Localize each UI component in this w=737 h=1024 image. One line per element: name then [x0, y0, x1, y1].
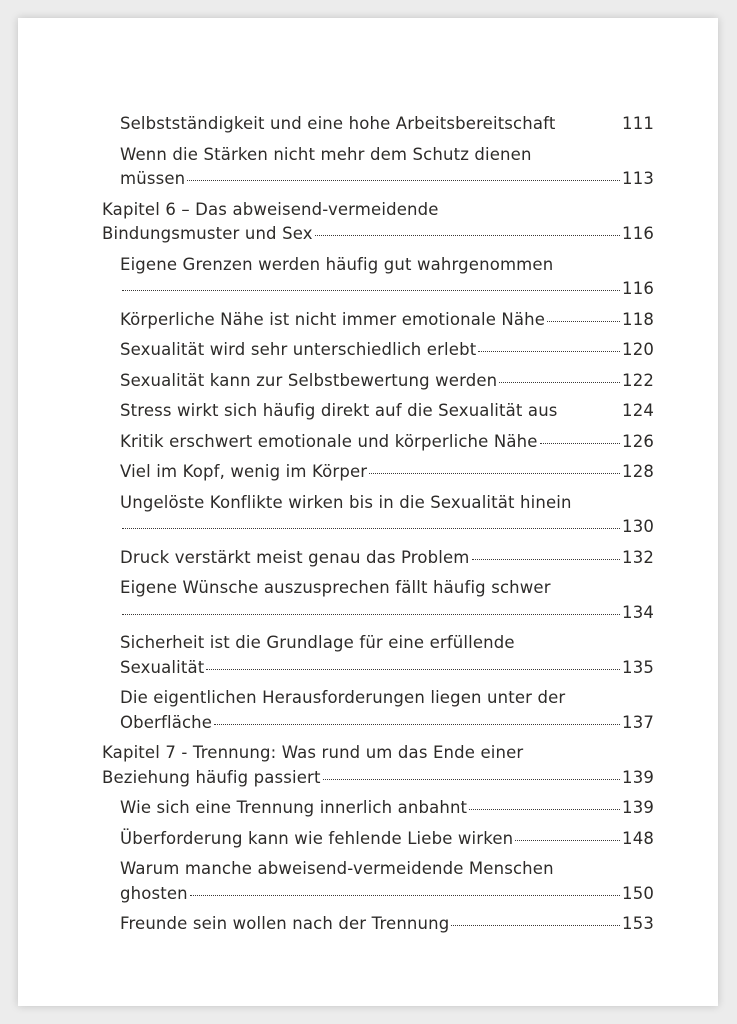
toc-entry-last-line [120, 430, 654, 455]
toc-entry-last-line [120, 656, 654, 681]
toc-page-number: 128 [622, 462, 654, 481]
toc-section-entry[interactable] [120, 827, 654, 852]
toc-page-number: 116 [622, 224, 654, 243]
toc-section-entry[interactable] [120, 338, 654, 363]
toc-entry-title: Selbstständigkeit und eine hohe Arbeitsbereitschaft [120, 114, 556, 133]
toc-page-number: 148 [622, 828, 654, 848]
toc-entry-last-line [120, 399, 654, 424]
toc-entry-last-line [120, 460, 654, 485]
dot-leader [190, 895, 620, 896]
dot-leader [214, 724, 620, 725]
toc-entry-title: Sexualität [120, 657, 205, 677]
toc-section-entry[interactable] [120, 686, 654, 735]
dot-leader [315, 235, 620, 236]
dot-leader [369, 473, 620, 474]
toc-entry-title: Beziehung häufig passiert [102, 767, 321, 787]
dot-leader [478, 351, 620, 352]
toc-entry-last-line [120, 546, 654, 571]
toc-entry-last-line [120, 912, 654, 937]
toc-page-number: 130 [622, 517, 654, 536]
toc-section-entry[interactable] [120, 491, 654, 540]
dot-leader [122, 614, 620, 615]
toc-entry-title: müssen [120, 169, 186, 188]
toc-entry-title: Oberfläche [120, 712, 213, 732]
toc-chapter-entry[interactable] [102, 741, 654, 790]
toc-section-entry[interactable] [120, 143, 654, 192]
toc-page-number: 153 [622, 914, 654, 933]
toc-entry-last-line [120, 277, 654, 302]
toc-entry-title-line: Eigene Grenzen werden häufig gut wahrgenommen [120, 254, 554, 274]
toc-section-entry[interactable] [120, 796, 654, 821]
toc-section-entry[interactable] [120, 546, 654, 571]
toc-section-entry[interactable] [120, 399, 654, 424]
toc-section-entry[interactable] [120, 112, 654, 137]
toc-entry-last-line [120, 796, 654, 821]
toc-entry-title: Druck verstärkt meist genau das Problem [120, 547, 470, 567]
toc-entry-last-line [102, 766, 654, 791]
toc-page-number: 137 [622, 712, 654, 732]
toc-entry-title-line: Kapitel 6 – Das abweisend-vermeidende [102, 199, 439, 219]
toc-entry-title: Stress wirkt sich häufig direkt auf die Sexualität aus [120, 401, 558, 420]
dot-leader [499, 382, 620, 383]
toc-section-entry[interactable] [120, 253, 654, 302]
dot-leader [122, 528, 620, 529]
toc-entry-title: Sexualität wird sehr unterschiedlich erlebt [120, 340, 477, 359]
toc-entry-title-line: Eigene Wünsche auszusprechen fällt häufig schwer [120, 578, 551, 597]
toc-entry-last-line [120, 601, 654, 626]
toc-section-entry[interactable] [120, 460, 654, 485]
toc-section-entry[interactable] [120, 631, 654, 680]
toc-page-number: 113 [622, 169, 654, 188]
toc-entry-title: ghosten [120, 883, 188, 903]
toc-page-number: 116 [622, 279, 654, 298]
toc-entry-title: Viel im Kopf, wenig im Körper [120, 462, 368, 481]
table-of-contents [102, 112, 654, 937]
toc-entry-title: Körperliche Nähe ist nicht immer emotionale Nähe [120, 309, 546, 329]
toc-entry-title-line: Kapitel 7 - Trennung: Was rund um das Ende einer [102, 743, 524, 762]
dot-leader [472, 559, 621, 560]
dot-leader [187, 180, 620, 181]
toc-page-number: 135 [622, 657, 654, 677]
toc-page-number: 139 [622, 767, 654, 787]
toc-entry-last-line [120, 167, 654, 192]
toc-entry-last-line [102, 222, 654, 247]
toc-entry-title: Bindungsmuster und Sex [102, 224, 313, 243]
toc-page-number: 132 [622, 547, 654, 567]
toc-entry-title: Freunde sein wollen nach der Trennung [120, 914, 450, 933]
toc-page-number: 120 [622, 340, 654, 359]
toc-page-number: 118 [622, 309, 654, 329]
toc-entry-title-line: Die eigentlichen Herausforderungen liegen unter der [120, 688, 566, 707]
toc-entry-title: Überforderung kann wie fehlende Liebe wirken [120, 828, 514, 848]
book-page [18, 18, 718, 1006]
toc-entry-title-line: Sicherheit ist die Grundlage für eine erfüllende [120, 633, 515, 652]
toc-entry-last-line [120, 308, 654, 333]
toc-page-number: 111 [622, 114, 654, 133]
toc-entry-title: Kritik erschwert emotionale und körperliche Nähe [120, 431, 538, 451]
toc-section-entry[interactable] [120, 576, 654, 625]
toc-entry-title-line: Wenn die Stärken nicht mehr dem Schutz dienen [120, 144, 532, 164]
dot-leader [451, 925, 620, 926]
toc-entry-last-line [120, 827, 654, 852]
toc-entry-title: Wie sich eine Trennung innerlich anbahnt [120, 798, 468, 817]
toc-chapter-entry[interactable] [102, 198, 654, 247]
toc-section-entry[interactable] [120, 369, 654, 394]
dot-leader [469, 809, 620, 810]
dot-leader [540, 443, 621, 444]
toc-page-number: 139 [622, 798, 654, 817]
toc-entry-last-line [120, 369, 654, 394]
toc-section-entry[interactable] [120, 430, 654, 455]
dot-leader [547, 321, 620, 322]
toc-entry-last-line [120, 515, 654, 540]
toc-section-entry[interactable] [120, 857, 654, 906]
toc-page-number: 126 [622, 431, 654, 451]
dot-leader [206, 669, 620, 670]
toc-page-number: 122 [622, 370, 654, 390]
dot-leader [515, 840, 620, 841]
toc-entry-title-line: Warum manche abweisend-vermeidende Menschen [120, 859, 554, 878]
toc-page-number: 134 [622, 602, 654, 622]
toc-entry-title-line: Ungelöste Konflikte wirken bis in die Sexualität hinein [120, 492, 572, 512]
toc-entry-last-line [120, 711, 654, 736]
toc-section-entry[interactable] [120, 308, 654, 333]
toc-entry-last-line [120, 112, 654, 137]
toc-section-entry[interactable] [120, 912, 654, 937]
toc-entry-last-line [120, 338, 654, 363]
toc-page-number: 124 [622, 401, 654, 420]
toc-page-number: 150 [622, 883, 654, 903]
dot-leader [323, 779, 620, 780]
dot-leader [122, 290, 620, 291]
toc-entry-last-line [120, 882, 654, 907]
toc-entry-title: Sexualität kann zur Selbstbewertung werden [120, 370, 498, 390]
